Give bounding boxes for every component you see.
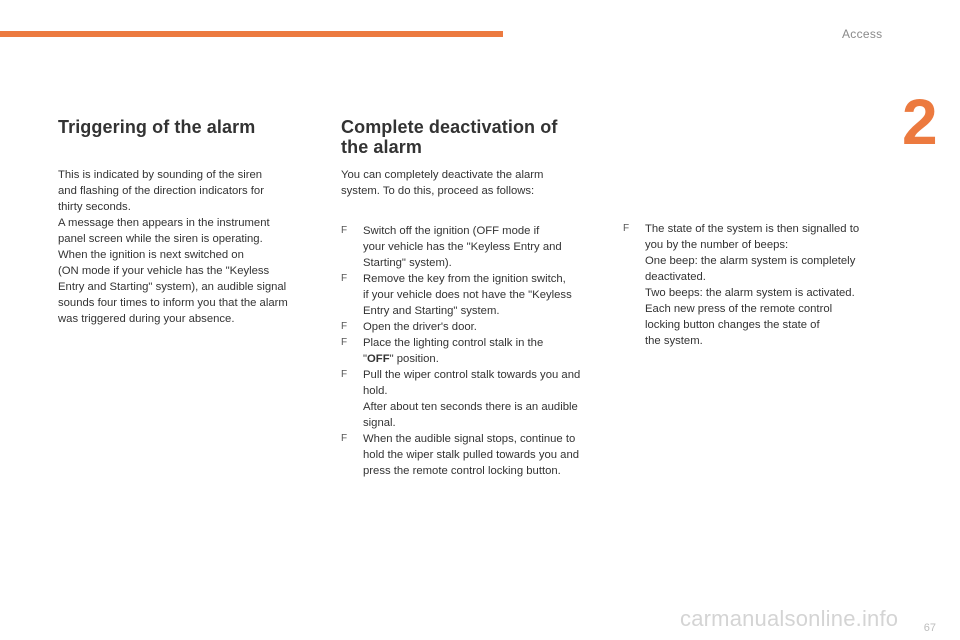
text-line: The state of the system is then signalled to [645,223,860,235]
heading-line: Complete deactivation of [341,117,558,137]
step-item [341,367,606,431]
text-line: A message then appears in the instrument [58,217,270,229]
text-line: After about ten seconds there is an audible [363,401,578,413]
step-item [341,319,606,335]
chapter-number: 2 [902,86,938,158]
text-line: your vehicle has the "Keyless Entry and [363,241,562,253]
text-line: Two beeps: the alarm system is activated. [645,287,855,299]
bullet-icon: F [341,369,348,380]
text-line: was triggered during your absence. [58,313,235,325]
step-item [341,223,606,271]
text-line: thirty seconds. [58,201,131,213]
text-line: hold. [363,385,388,397]
top-accent-bar [0,31,503,37]
text-line: Each new press of the remote control [645,303,833,315]
text-line: Entry and Starting" system), an audible signal [58,281,287,293]
column-triggering [58,117,313,327]
heading-deactivation [341,117,606,157]
deactivation-steps [341,223,606,479]
text-line: When the audible signal stops, continue to [363,433,576,445]
text-line: You can completely deactivate the alarm [341,169,544,181]
quote-open: " [363,353,368,365]
step-item [341,431,606,479]
triggering-paragraph [58,167,313,327]
text-line: locking button changes the state of [645,319,820,331]
heading-triggering: Triggering of the alarm [58,117,256,137]
bullet-icon: F [341,321,348,332]
text-line: system. To do this, proceed as follows: [341,185,535,197]
text-line: if your vehicle does not have the "Keyless [363,289,572,301]
column-state [623,221,888,349]
column-deactivation [341,117,606,479]
off-label: OFF [367,353,390,365]
text-line: and flashing of the direction indicators for [58,185,264,197]
step-item [341,335,606,367]
bullet-icon: F [341,433,348,444]
text-line: press the remote control locking button. [363,465,561,477]
text-line [363,351,606,367]
deactivation-intro [341,167,606,199]
text-line: signal. [363,417,396,429]
text-line: Place the lighting control stalk in the [363,337,544,349]
text-line: One beep: the alarm system is completely [645,255,856,267]
watermark-text: carmanualsonline.info [680,606,899,631]
text-line: panel screen while the siren is operating. [58,233,263,245]
bullet-icon: F [341,225,348,236]
text-line: hold the wiper stalk pulled towards you and [363,449,580,461]
text-line: (ON mode if your vehicle has the "Keyless [58,265,270,277]
text-line: When the ignition is next switched on [58,249,244,261]
bullet-icon: F [341,337,348,348]
text-line: you by the number of beeps: [645,239,789,251]
text-line: Remove the key from the ignition switch, [363,273,566,285]
text-line: Entry and Starting" system. [363,305,500,317]
text-line: Switch off the ignition (OFF mode if [363,225,540,237]
text-line: Pull the wiper control stalk towards you and [363,369,581,381]
text-line: Open the driver's door. [363,321,477,333]
text-line: This is indicated by sounding of the siren [58,169,263,181]
heading-line: the alarm [341,137,422,157]
bullet-icon: F [623,223,630,234]
position-text: " position. [389,353,439,365]
state-list [623,221,888,349]
step-item [341,271,606,319]
section-label: Access [842,27,883,41]
step-item [623,221,888,349]
text-line: the system. [645,335,703,347]
text-line: deactivated. [645,271,706,283]
text-line: Starting" system). [363,257,452,269]
text-line: sounds four times to inform you that the alarm [58,297,288,309]
bullet-icon: F [341,273,348,284]
page-number: 67 [923,622,936,634]
